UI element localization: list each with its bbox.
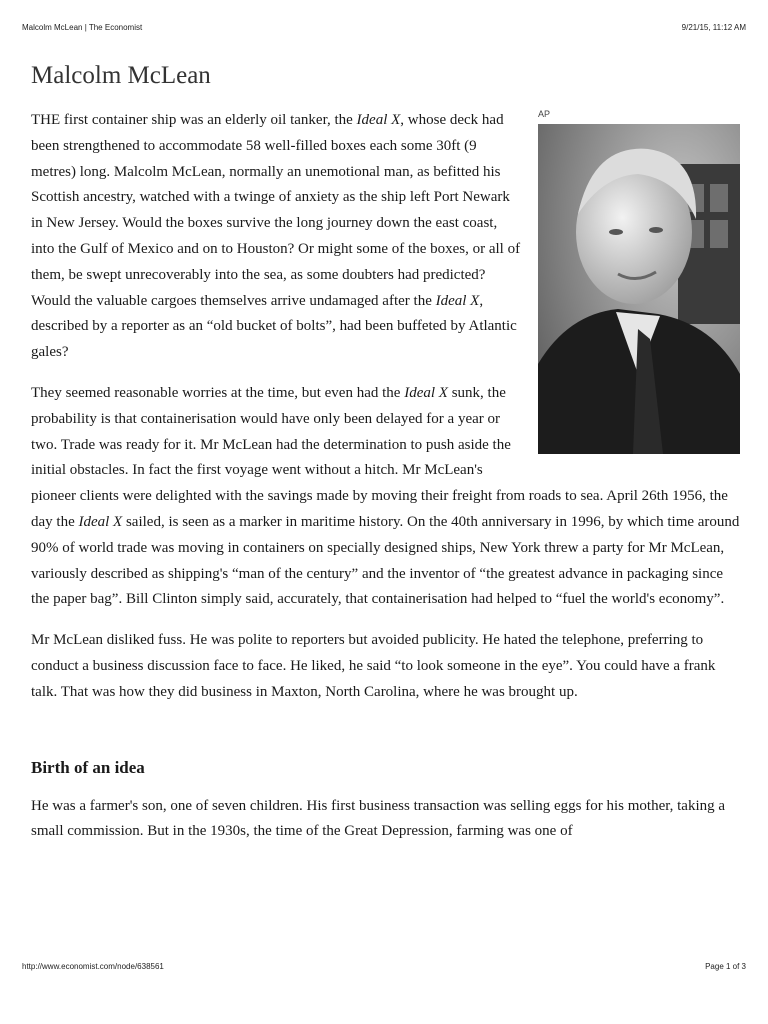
paragraph-1: THE first container ship was an elderly oil tanker, the Ideal X, whose deck had been strengthened to accommodate 58 well-filled boxes each some 30ft (9 metres) long. Malcolm McLean, normally an unemotional man, as befitted his Scottish ancestry, watched with a twinge of anxiety as the ship left Port Newark in New Jersey. Would the boxes survive the long journey down the east coast, into the Gulf of Mexico and on to Houston? Or might some of the boxes, or all of them, be swept unrecoverably into the sea, as some doubters had predicted? Would the valuable cargoes themselves arrive undamaged after the Ideal X, described by a reporter as an “old bucket of bolts”, had been buffeted by Atlantic gales? — [31, 112, 521, 361]
print-header-timestamp: 9/21/15, 11:12 AM — [681, 23, 746, 32]
print-header — [22, 23, 746, 32]
paragraph-2: They seemed reasonable worries at the time, but even had the Ideal X sunk, the probability is that containerisation would have only been delayed for a year or two. Trade was ready for it. Mr McLean had the determination to push aside the initial obstacles. In fact the first voyage went without a hitch. Mr McLean's pioneer clients were delighted with the savings made by moving their freight from roads to sea. April 26th 1956, the day the Ideal X sailed, is seen as a marker in maritime history. On the 40th anniversary in 1996, by which time around 90% of world trade was moving in containers on specially designed ships, New York threw a party for Mr McLean, variously described as shipping's “man of the century” and the inventor of “the greatest advance in packaging since the paper bag”. Bill Clinton simply said, accurately, that containerisation had helped to “fuel the world's economy”. — [31, 384, 740, 608]
print-footer — [22, 962, 746, 971]
article-body — [31, 108, 741, 860]
section-heading: Birth of an idea — [31, 757, 145, 777]
paragraph-4: He was a farmer's son, one of seven children. His first business transaction was selling eggs for his mother, taking a small commission. But in the 1930s, the time of the Great Depression, farming was one of — [31, 797, 726, 840]
paragraph-3: Mr McLean disliked fuss. He was polite to reporters but avoided publicity. He hated the telephone, preferring to conduct a business discussion face to face. He liked, he said “to look someone in the eye”. You could have a frank talk. That was how they did business in Maxton, North Carolina, where he was brought up. — [31, 632, 716, 700]
article-figure — [538, 108, 741, 454]
photo-credit: AP — [538, 109, 551, 119]
print-footer-page-number: Page 1 of 3 — [705, 962, 746, 971]
portrait-photo — [538, 124, 740, 454]
article-title: Malcolm McLean — [31, 62, 211, 89]
print-footer-url: http://www.economist.com/node/638561 — [22, 962, 164, 971]
print-header-page-title: Malcolm McLean | The Economist — [22, 23, 143, 32]
